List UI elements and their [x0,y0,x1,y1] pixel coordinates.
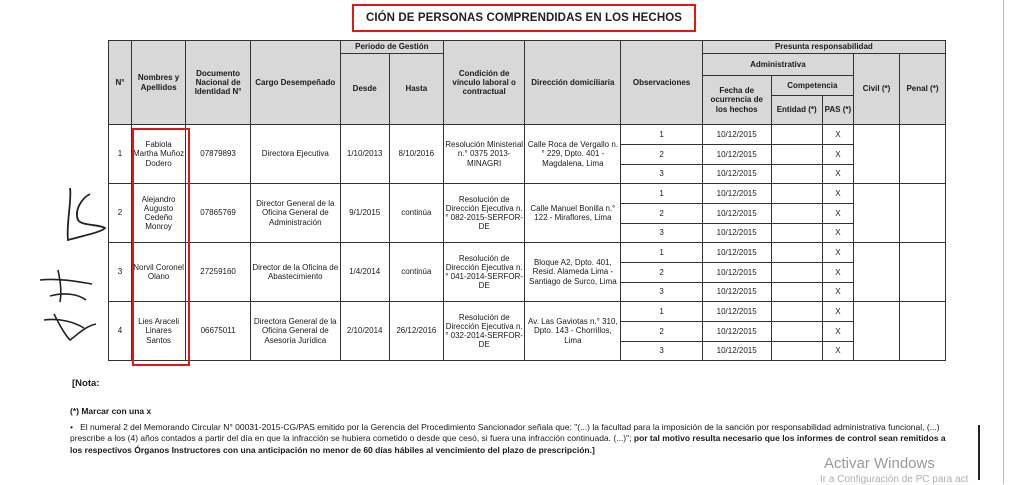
pas-mark: X [822,283,853,302]
person-name: Lies Araceli Linares Santos [131,302,185,361]
civil-cell [854,184,900,243]
observation-number: 2 [621,322,702,342]
header-fecha: Fecha de ocurrencia de los hechos [702,76,771,125]
entidad-cell [771,224,822,243]
table-row [109,302,946,322]
fecha-ocurrencia: 10/12/2015 [702,165,771,184]
handwritten-signature-icon [30,180,110,350]
notes-para-bold: por tal motivo resulta necesario que los informes de control sean remitidos a los respectivos Órganos Instructores con una anticipación no menor de 60 días hábiles al vencimiento del plazo de prescripción.] [70,433,946,455]
header-observaciones: Observaciones [621,41,702,125]
header-entidad: Entidad (*) [771,96,822,125]
civil-cell [854,125,900,184]
header-hasta: Hasta [389,54,443,125]
header-cargo: Cargo Desempeñado [250,41,340,125]
notes-marcar: (*) Marcar con una x [70,406,152,416]
entidad-cell [771,302,822,322]
fecha-ocurrencia: 10/12/2015 [702,283,771,302]
period-desde: 2/10/2014 [340,302,389,361]
person-dni: 06675011 [186,302,251,361]
observation-number: 1 [621,302,702,322]
person-condicion: Resolución Ministerial n.° 0375 2013-MINAGRI [443,125,524,184]
observation-number: 2 [621,263,702,283]
pas-mark: X [822,263,853,283]
period-desde: 9/1/2015 [340,184,389,243]
pas-mark: X [822,125,853,145]
pas-mark: X [822,165,853,184]
entidad-cell [771,322,822,342]
header-periodo: Periodo de Gestión [340,41,443,54]
header-pas: PAS (*) [822,96,853,125]
observation-number: 3 [621,342,702,361]
person-direccion: Calle Manuel Bonilla n.° 122 - Miraflores, Lima [525,184,621,243]
pas-mark: X [822,204,853,224]
civil-cell [854,302,900,361]
period-hasta: 8/10/2016 [389,125,443,184]
header-condicion: Condición de vínculo laboral o contractual [443,41,524,125]
person-direccion: Av. Las Gaviotas n.° 310, Dpto. 143 - Chorrillos, Lima [525,302,621,361]
entidad-cell [771,283,822,302]
row-number: 1 [109,125,132,184]
observation-number: 1 [621,184,702,204]
observation-number: 2 [621,204,702,224]
pas-mark: X [822,145,853,165]
period-desde: 1/10/2013 [340,125,389,184]
fecha-ocurrencia: 10/12/2015 [702,302,771,322]
notes-paragraph [70,422,950,456]
header-desde: Desde [340,54,389,125]
fecha-ocurrencia: 10/12/2015 [702,224,771,243]
table-title: CIÓN DE PERSONAS COMPRENDIDAS EN LOS HECHOS [352,4,696,32]
penal-cell [899,125,945,184]
fecha-ocurrencia: 10/12/2015 [702,243,771,263]
pas-mark: X [822,224,853,243]
pas-mark: X [822,342,853,361]
person-cargo: Director de la Oficina de Abastecimiento [250,243,340,302]
person-direccion: Bloque A2, Dpto. 401, Resid. Alameda Lima - Santiago de Surco, Lima [525,243,621,302]
header-nombres: Nombres y Apellidos [131,41,185,125]
person-dni: 27259160 [186,243,251,302]
penal-cell [899,243,945,302]
fecha-ocurrencia: 10/12/2015 [702,263,771,283]
fecha-ocurrencia: 10/12/2015 [702,184,771,204]
header-direccion: Dirección domiciliaria [525,41,621,125]
row-number: 4 [109,302,132,361]
entidad-cell [771,125,822,145]
penal-cell [899,184,945,243]
notes-bullet: • [70,422,73,432]
period-desde: 1/4/2014 [340,243,389,302]
header-civil: Civil (*) [854,54,900,125]
observation-number: 1 [621,125,702,145]
civil-cell [854,243,900,302]
entidad-cell [771,342,822,361]
entidad-cell [771,184,822,204]
observation-number: 3 [621,224,702,243]
fecha-ocurrencia: 10/12/2015 [702,125,771,145]
notes-para-normal: El numeral 2 del Memorando Circular N° 00031-2015-CG/PAS emitido por la Gerencia del Procedimiento Sancionador señala que: "(...) la facultad para la imposición de la sanción por responsabilidad administrativa funcional, (...) prescribe a los (4) años contados a partir del día en que la infracción se hubiera cometido o desde que cesó, si fuera una infracción continuada. (...)"; [70,422,940,444]
period-hasta: 26/12/2016 [389,302,443,361]
header-presunta: Presunta responsabilidad [702,41,945,54]
person-dni: 07865769 [186,184,251,243]
side-bracket [978,425,986,480]
person-cargo: Director General de la Oficina General de Administración [250,184,340,243]
entidad-cell [771,145,822,165]
table-row [109,243,946,263]
pas-mark: X [822,184,853,204]
penal-cell [899,302,945,361]
person-cargo: Directora General de la Oficina General de Asesoría Jurídica [250,302,340,361]
windows-activation-watermark: Activar Windows [824,455,935,472]
entidad-cell [771,165,822,184]
entidad-cell [771,204,822,224]
fecha-ocurrencia: 10/12/2015 [702,322,771,342]
header-administrativa: Administrativa [702,54,853,76]
person-cargo: Directora Ejecutiva [250,125,340,184]
observation-number: 3 [621,283,702,302]
scan-edge [1003,0,1004,484]
observation-number: 3 [621,165,702,184]
pas-mark: X [822,302,853,322]
fecha-ocurrencia: 10/12/2015 [702,342,771,361]
entidad-cell [771,243,822,263]
person-dni: 07879893 [186,125,251,184]
person-condicion: Resolución de Dirección Ejecutiva n.° 082-2015-SERFOR-DE [443,184,524,243]
observation-number: 2 [621,145,702,165]
persons-table [108,40,946,361]
windows-activation-subtext: Ir a Configuración de PC para act [820,474,969,485]
person-direccion: Calle Roca de Vergallo n.° 229, Dpto. 401 - Magdalena, Lima [525,125,621,184]
row-number: 2 [109,184,132,243]
fecha-ocurrencia: 10/12/2015 [702,204,771,224]
table-row [109,125,946,145]
person-condicion: Resolución de Dirección Ejecutiva n.° 041-2014-SERFOR-DE [443,243,524,302]
person-name: Norvil Coronel Olano [131,243,185,302]
notes-heading: [Nota: [72,378,100,389]
table-row [109,184,946,204]
header-competencia: Competencia [771,76,853,96]
pas-mark: X [822,243,853,263]
period-hasta: continúa [389,184,443,243]
person-name: Fabiola Martha Muñoz Dodero [131,125,185,184]
header-documento: Documento Nacional de Identidad N° [186,41,251,125]
row-number: 3 [109,243,132,302]
person-condicion: Resolución de Dirección Ejecutiva n.° 032-2014-SERFOR-DE [443,302,524,361]
entidad-cell [771,263,822,283]
header-n: N° [109,41,132,125]
period-hasta: continúa [389,243,443,302]
observation-number: 1 [621,243,702,263]
person-name: Alejandro Augusto Cedeño Monroy [131,184,185,243]
header-penal: Penal (*) [899,54,945,125]
fecha-ocurrencia: 10/12/2015 [702,145,771,165]
pas-mark: X [822,322,853,342]
